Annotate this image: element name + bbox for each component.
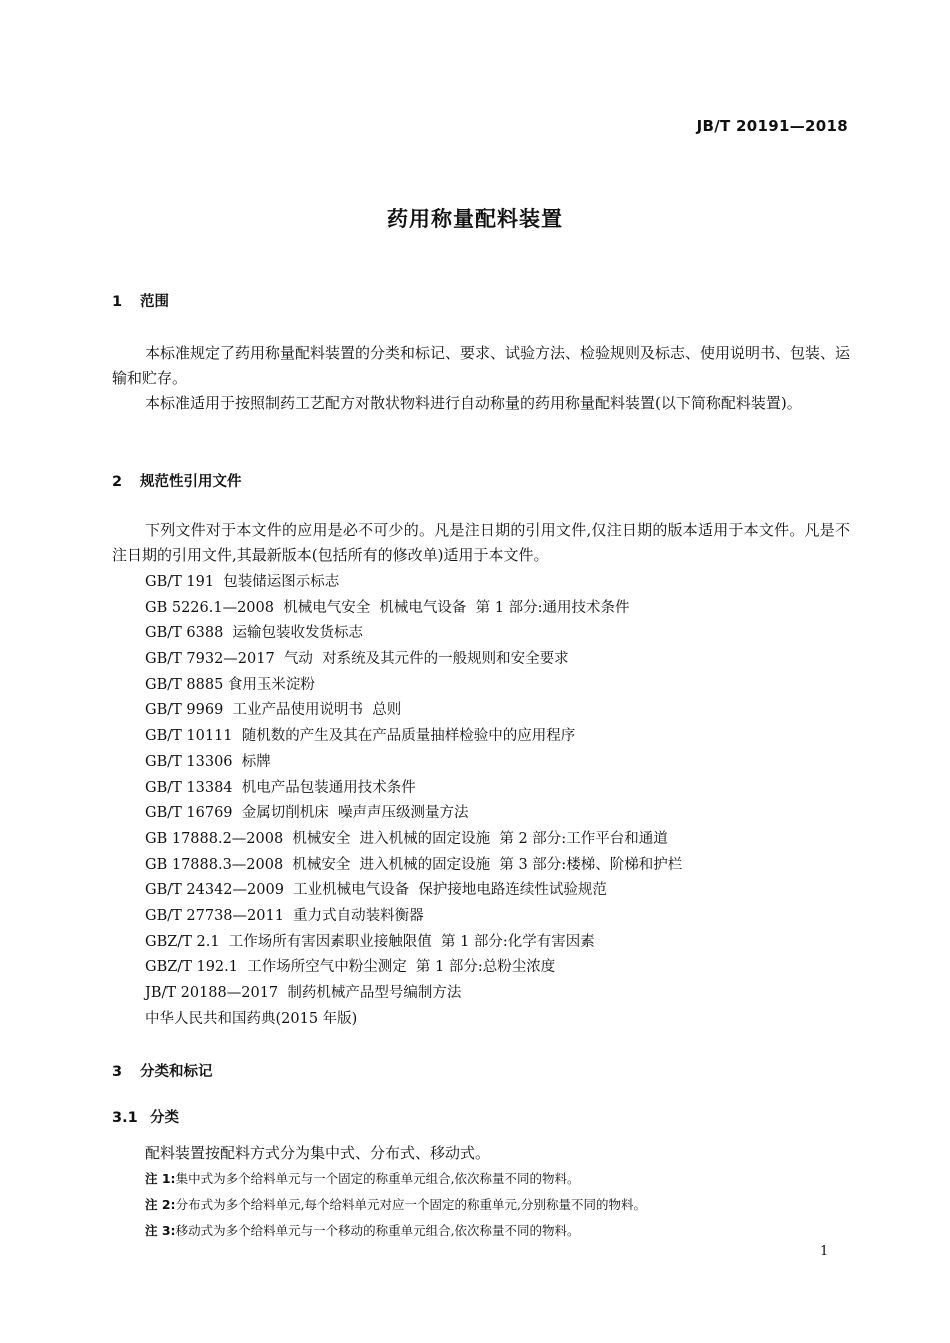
reference-item: GB 17888.3—2008 机械安全 进入机械的固定设施 第 3 部分:楼梯、阶梯和护栏 <box>145 856 683 873</box>
section-3-heading <box>112 1060 213 1081</box>
reference-item: GB 17888.2—2008 机械安全 进入机械的固定设施 第 2 部分:工作平台和通道 <box>145 830 668 847</box>
page-number: 1 <box>820 1244 829 1259</box>
section-number: 2 <box>112 474 123 490</box>
document-title: 药用称量配料装置 <box>387 207 563 231</box>
section-number: 3.1 <box>112 1110 138 1126</box>
section-2-heading <box>112 470 242 491</box>
reference-item: GB/T 191 包装储运图示标志 <box>145 574 340 590</box>
reference-item: GB/T 13306 标牌 <box>145 753 271 770</box>
section-number: 3 <box>112 1064 123 1080</box>
reference-item: GB/T 24342—2009 工业机械电气设备 保护接地电路连续性试验规范 <box>145 882 607 899</box>
note-3 <box>145 1221 580 1239</box>
reference-item: GBZ/T 192.1 工作场所空气中粉尘测定 第 1 部分:总粉尘浓度 <box>145 959 556 976</box>
note-label: 注 1: <box>145 1171 176 1186</box>
section-title: 分类和标记 <box>140 1064 213 1080</box>
reference-item: GB/T 13384 机电产品包装通用技术条件 <box>145 779 416 796</box>
note-label: 注 2: <box>145 1197 176 1212</box>
standard-number: JB/T 20191—2018 <box>696 117 848 135</box>
reference-item: GB 5226.1—2008 机械电气安全 机械电气设备 第 1 部分:通用技术条件 <box>145 599 630 616</box>
normative-references-list <box>145 570 682 1032</box>
reference-item: GB/T 10111 随机数的产生及其在产品质量抽样检验中的应用程序 <box>145 728 576 745</box>
reference-item: GB/T 8885 食用玉米淀粉 <box>145 676 315 693</box>
reference-item: JB/T 20188—2017 制药机械产品型号编制方法 <box>145 985 462 1001</box>
section-number: 1 <box>112 294 123 310</box>
section-1-paragraph-2: 本标准适用于按照制药工艺配方对散状物料进行自动称量的药用称量配料装置(以下简称配料装置)。 <box>145 394 802 412</box>
section-1-heading <box>112 290 169 311</box>
section-title: 分类 <box>150 1110 179 1126</box>
reference-item: GB/T 7932—2017 气动 对系统及其元件的一般规则和安全要求 <box>145 651 569 668</box>
note-text: 分布式为多个给料单元,每个给料单元对应一个固定的称重单元,分别称量不同的物料。 <box>175 1197 647 1212</box>
note-text: 移动式为多个给料单元与一个移动的称重单元组合,依次称量不同的物料。 <box>175 1223 580 1238</box>
section-2-paragraph-1: 下列文件对于本文件的应用是必不可少的。凡是注日期的引用文件,仅注日期的版本适用于本文件。凡是不注日期的引用文件,其最新版本(包括所有的修改单)适用于本文件。 <box>112 521 850 564</box>
reference-item: GB/T 9969 工业产品使用说明书 总则 <box>145 702 402 719</box>
section-title: 规范性引用文件 <box>140 474 242 490</box>
section-3-1-paragraph-1: 配料装置按配料方式分为集中式、分布式、移动式。 <box>145 1144 491 1162</box>
reference-item: GBZ/T 2.1 工作场所有害因素职业接触限值 第 1 部分:化学有害因素 <box>145 933 595 950</box>
reference-item: GB/T 27738—2011 重力式自动装料衡器 <box>145 907 424 924</box>
note-1 <box>145 1169 580 1187</box>
section-1-paragraph-1: 本标准规定了药用称量配料装置的分类和标记、要求、试验方法、检验规则及标志、使用说明书、包装、运输和贮存。 <box>112 344 851 387</box>
reference-item: 中华人民共和国药典(2015 年版) <box>145 1010 358 1027</box>
reference-item: GB/T 6388 运输包装收发货标志 <box>145 625 364 642</box>
section-title: 范围 <box>140 294 169 310</box>
section-3-1-heading <box>112 1106 179 1127</box>
note-2 <box>145 1195 646 1213</box>
note-text: 集中式为多个给料单元与一个固定的称重单元组合,依次称量不同的物料。 <box>175 1171 580 1186</box>
reference-item: GB/T 16769 金属切削机床 噪声声压级测量方法 <box>145 805 469 822</box>
note-label: 注 3: <box>145 1223 176 1238</box>
